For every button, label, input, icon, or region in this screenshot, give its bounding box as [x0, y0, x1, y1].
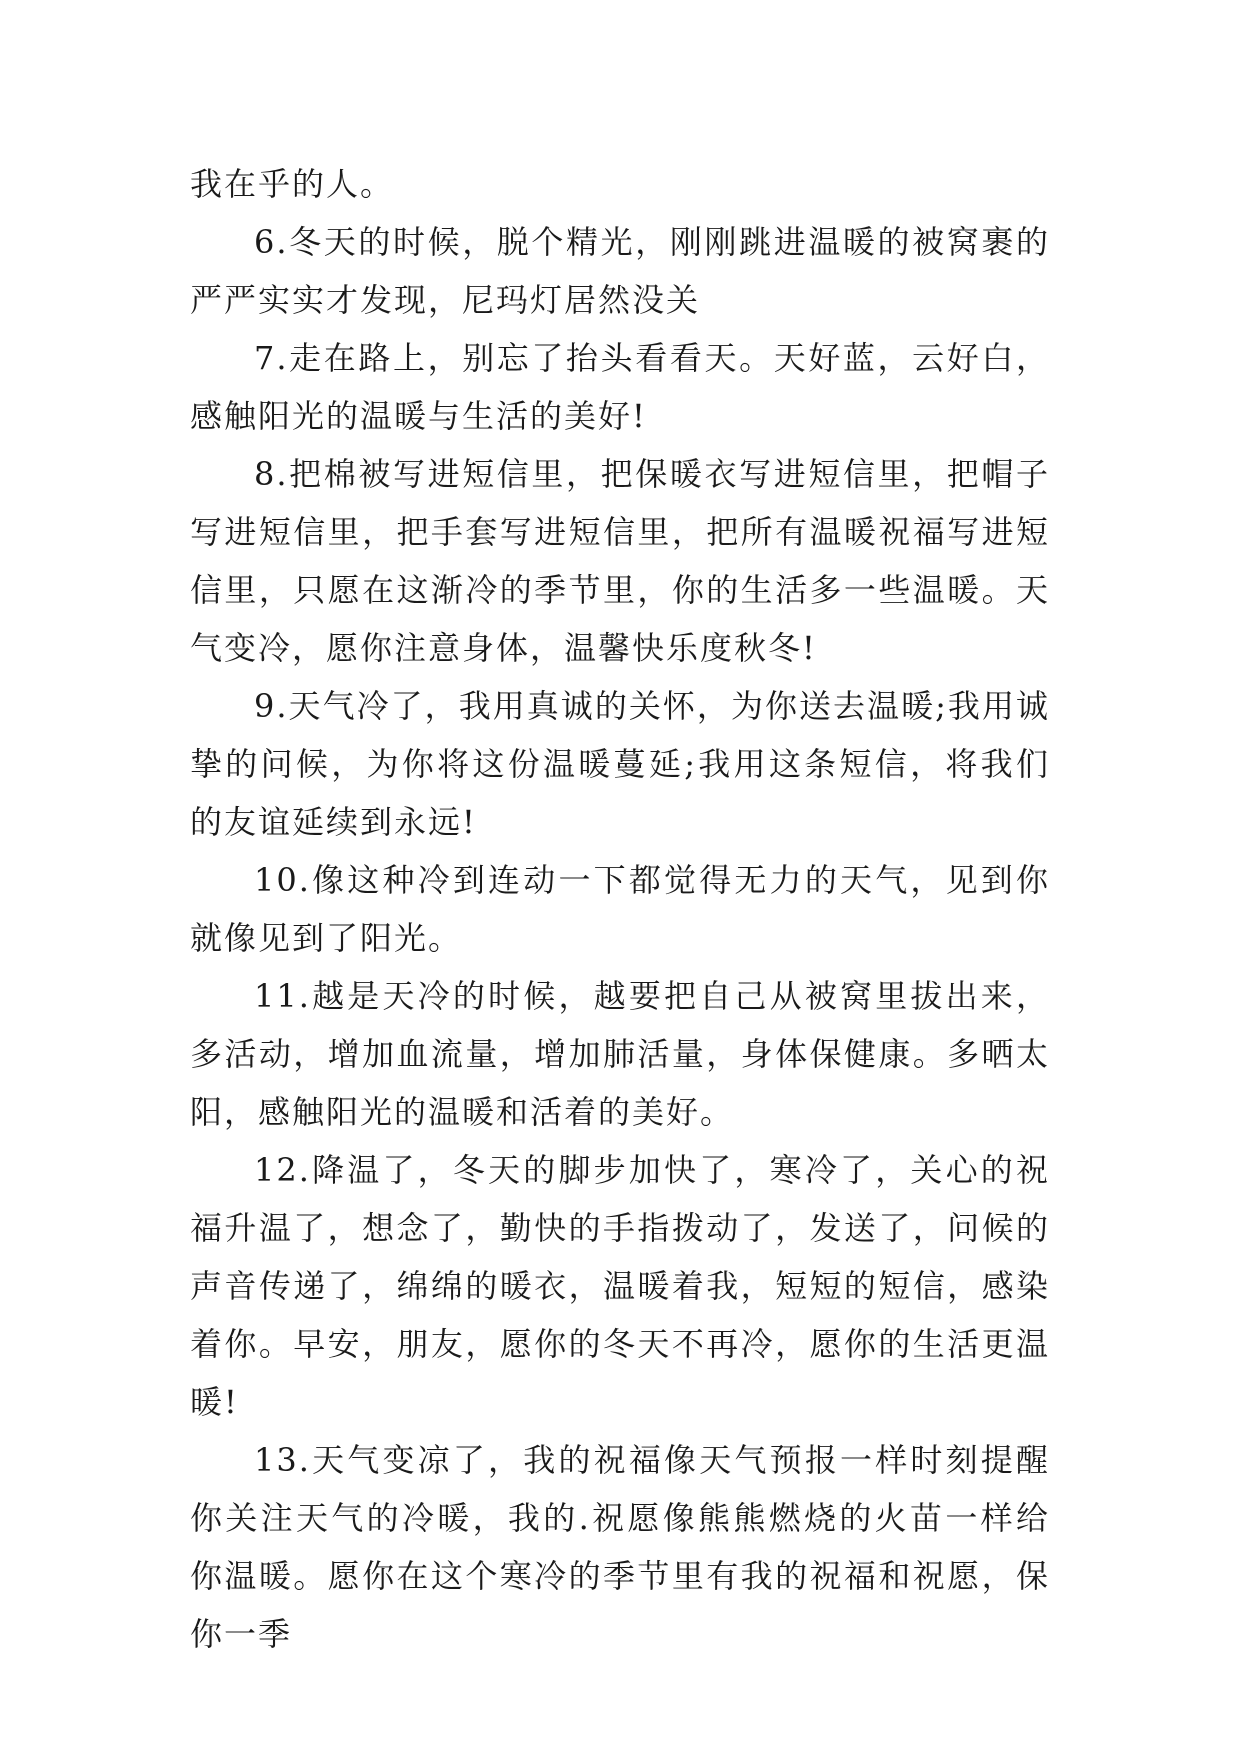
paragraph-item-13: 13.天气变凉了，我的祝福像天气预报一样时刻提醒你关注天气的冷暖，我的.祝愿像熊熊燃烧的火苗一样给你温暖。愿你在这个寒冷的季节里有我的祝福和祝愿，保你一季	[190, 1441, 1050, 1653]
paragraph-item-12: 12.降温了，冬天的脚步加快了，寒冷了，关心的祝福升温了，想念了，勤快的手指拨动了，发送了，问候的声音传递了，绵绵的暖衣，温暖着我，短短的短信，感染着你。早安，朋友，愿你的冬天不再冷，愿你的生活更温暖!	[190, 1151, 1050, 1421]
paragraph-item-6: 6.冬天的时候，脱个精光，刚刚跳进温暖的被窝裹的严严实实才发现，尼玛灯居然没关	[190, 223, 1050, 319]
paragraph-item-7: 7.走在路上，别忘了抬头看看天。天好蓝，云好白，感触阳光的温暖与生活的美好!	[190, 339, 1050, 435]
paragraph-item-8: 8.把棉被写进短信里，把保暖衣写进短信里，把帽子写进短信里，把手套写进短信里，把所有温暖祝福写进短信里，只愿在这渐冷的季节里，你的生活多一些温暖。天气变冷，愿你注意身体，温馨快乐度秋冬!	[190, 455, 1050, 667]
paragraph-item-9: 9.天气冷了，我用真诚的关怀，为你送去温暖;我用诚挚的问候，为你将这份温暖蔓延;我用这条短信，将我们的友谊延续到永远!	[190, 687, 1050, 841]
paragraph-item-11: 11.越是天冷的时候，越要把自己从被窝里拔出来，多活动，增加血流量，增加肺活量，身体保健康。多晒太阳，感触阳光的温暖和活着的美好。	[190, 977, 1050, 1131]
paragraph-item-10: 10.像这种冷到连动一下都觉得无力的天气，见到你就像见到了阳光。	[190, 861, 1050, 957]
document-body	[190, 155, 1050, 1663]
paragraph-continuation: 我在乎的人。	[190, 165, 395, 203]
